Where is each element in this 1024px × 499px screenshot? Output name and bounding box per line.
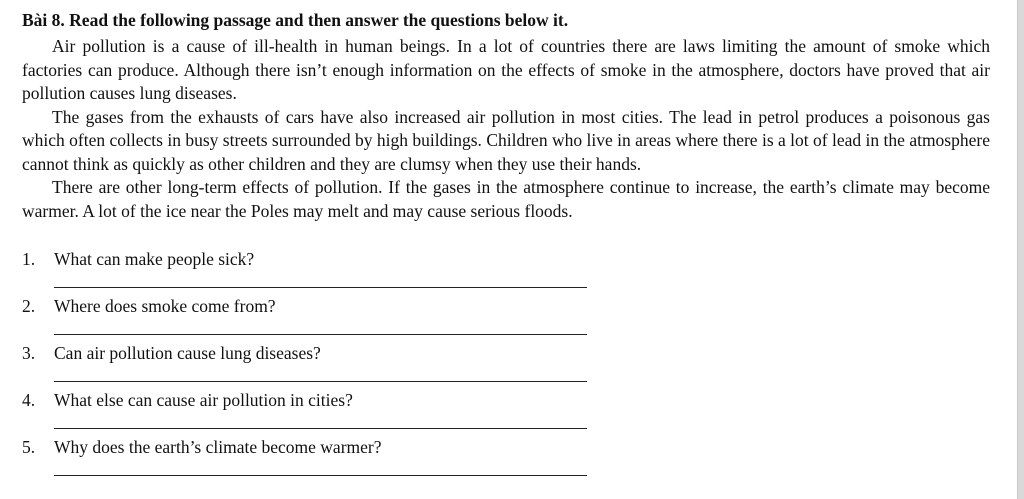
- question-text: Why does the earth’s climate become warmer?: [54, 437, 382, 457]
- question-item: [22, 343, 622, 390]
- question-number: 5.: [22, 437, 36, 457]
- question-text: What can make people sick?: [54, 249, 255, 269]
- question-text: Can air pollution cause lung diseases?: [54, 343, 321, 363]
- answer-line: [54, 334, 587, 335]
- answer-line: [54, 475, 587, 476]
- question-number: 3.: [22, 343, 36, 363]
- answer-line: [54, 287, 587, 288]
- answer-line: [54, 381, 587, 382]
- question-item: [22, 390, 622, 437]
- question-number: 2.: [22, 296, 36, 316]
- passage-paragraph-3: There are other long-term effects of pollution. If the gases in the atmosphere continue to increase, the earth’s climate may become warmer. A lot of the ice near the Poles may melt and may cause serious floods.: [22, 177, 990, 221]
- passage-paragraph-2: The gases from the exhausts of cars have also increased air pollution in most cities. The lead in petrol produces a poisonous gas which often collects in busy streets surrounded by high buildings. Children who live in areas where there is a lot of lead in the atmosphere cannot think as quickly as other children and they are clumsy when they use their hands.: [22, 106, 990, 174]
- question-number: 4.: [22, 390, 36, 410]
- page-edge: [1017, 0, 1024, 499]
- question-text: Where does smoke come from?: [54, 296, 276, 316]
- question-list: [22, 249, 622, 484]
- question-text: What else can cause air pollution in cities?: [54, 390, 353, 410]
- question-item: [22, 437, 622, 484]
- question-item: [22, 249, 622, 296]
- reading-passage: [22, 35, 990, 223]
- question-number: 1.: [22, 249, 36, 269]
- passage-paragraph-1: Air pollution is a cause of ill-health in human beings. In a lot of countries there are laws limiting the amount of smoke which factories can produce. Although there isn’t enough information on the effects of smoke in the atmosphere, doctors have proved that air pollution causes lung diseases.: [22, 36, 990, 103]
- question-item: [22, 296, 622, 343]
- answer-line: [54, 428, 587, 429]
- exercise-title: Bài 8. Read the following passage and then answer the questions below it.: [22, 10, 569, 30]
